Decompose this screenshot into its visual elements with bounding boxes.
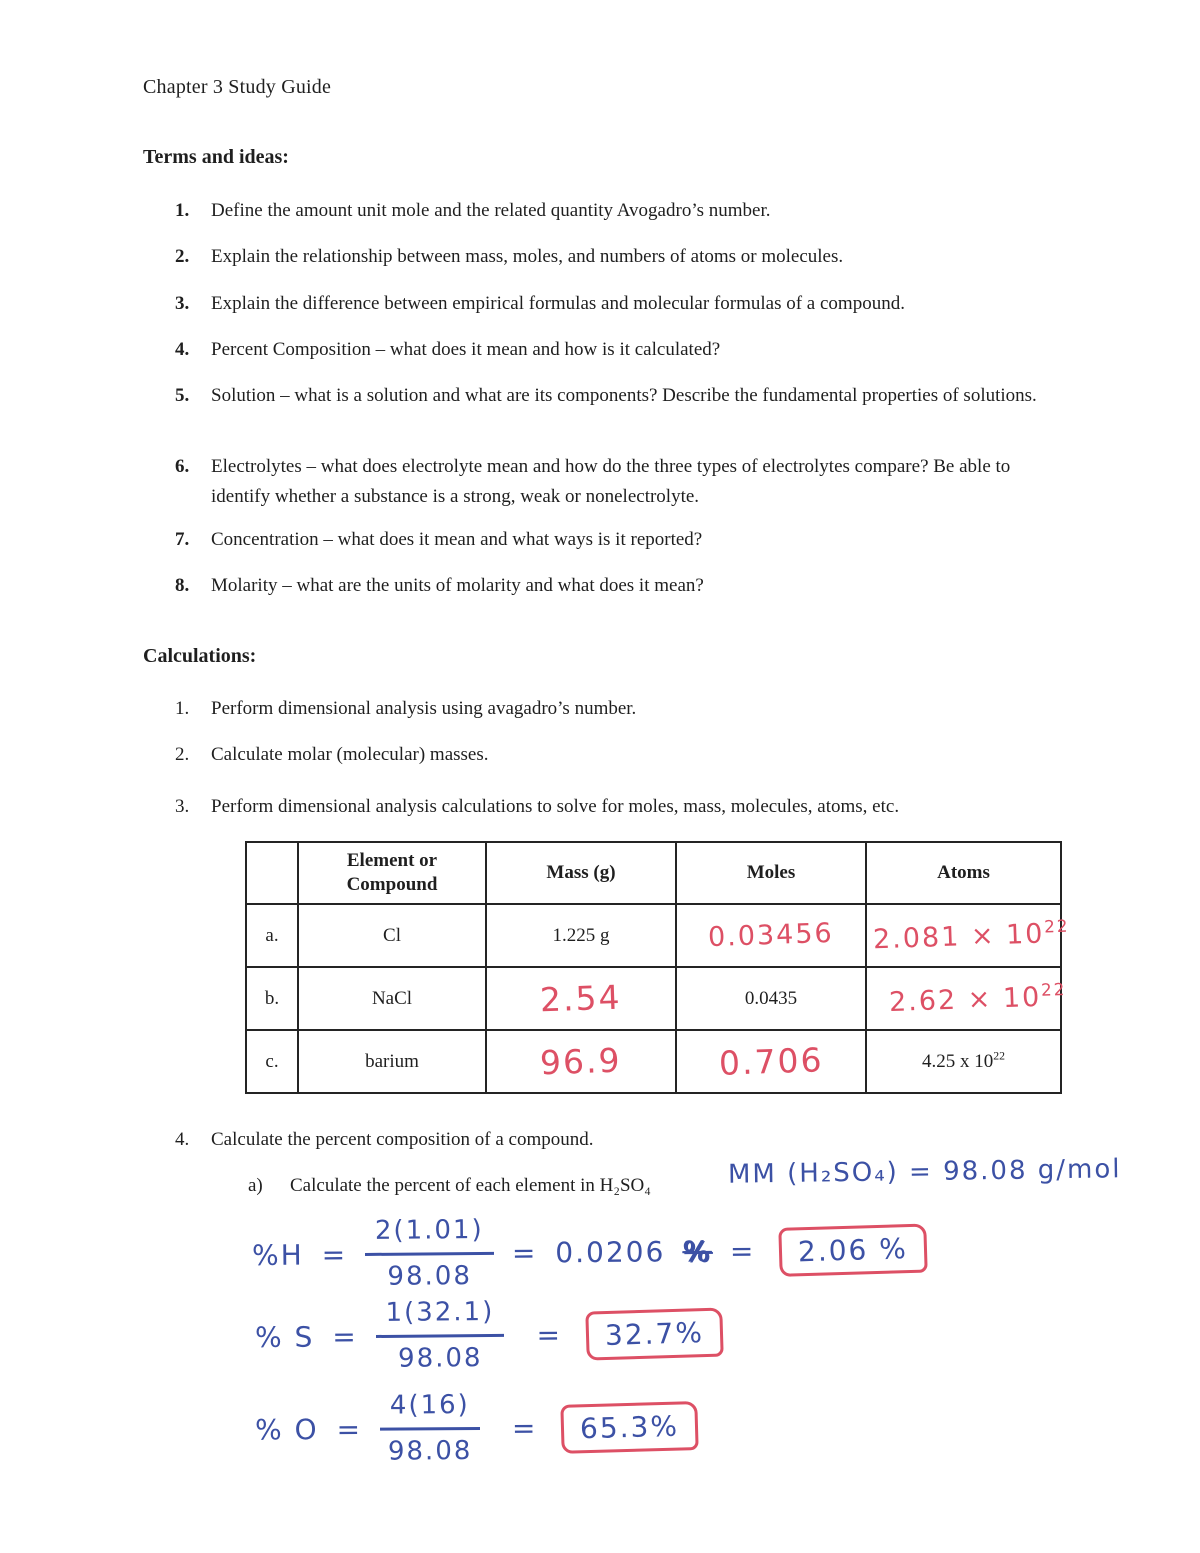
- terms-item-2: [175, 242, 1063, 272]
- lhs: % O: [254, 1412, 319, 1447]
- fraction-numerator: 2(1.01): [365, 1214, 494, 1256]
- item-letter: a): [248, 1175, 263, 1196]
- terms-item-7: [175, 525, 1063, 555]
- atoms-cell: [866, 1030, 1061, 1093]
- header-moles: Moles: [676, 842, 866, 904]
- header-atoms: Atoms: [866, 842, 1061, 904]
- item-number: 6.: [175, 456, 190, 477]
- equals-sign: =: [729, 1234, 756, 1268]
- moles-cell: [676, 1030, 866, 1093]
- item-text: Molarity – what are the units of molarity and what does it mean?: [211, 575, 704, 596]
- calc-item-3: [175, 792, 1063, 822]
- handwritten-mass-value: 2.54: [539, 977, 623, 1020]
- item-text: Perform dimensional analysis calculations to solve for moles, mass, molecules, atoms, etc.: [211, 796, 900, 817]
- handwritten-percent-s-line: [255, 1294, 724, 1376]
- header-element-or-compound: Element or Compound: [298, 842, 486, 904]
- compound-cell: Cl: [298, 904, 486, 967]
- calc-item-1: [175, 694, 1063, 724]
- lhs: % S: [254, 1320, 315, 1354]
- atoms-cell: [866, 904, 1070, 967]
- item-number: 1.: [175, 698, 190, 719]
- calculations-heading: Calculations:: [143, 645, 257, 667]
- lhs: %H: [251, 1237, 304, 1272]
- item-number: 1.: [175, 200, 190, 221]
- handwritten-molar-mass-note: MM (H₂SO₄) = 98.08 g/mol: [727, 1154, 1122, 1190]
- item-number: 2.: [175, 744, 190, 765]
- item-text: Calculate molar (molecular) masses.: [211, 744, 489, 765]
- item-number: 4.: [175, 339, 190, 360]
- item-number: 8.: [175, 575, 190, 596]
- calc-item-2: [175, 740, 1063, 770]
- moles-mass-atoms-table: [245, 841, 1070, 1094]
- terms-item-5: [175, 381, 1063, 411]
- fraction: [375, 1296, 504, 1375]
- table-row: [246, 904, 1061, 967]
- table-row: [246, 967, 1061, 1030]
- item-number: 2.: [175, 246, 190, 267]
- mass-cell: 1.225 g: [486, 904, 676, 967]
- equals-sign: =: [336, 1412, 363, 1446]
- item-number: 3.: [175, 796, 190, 817]
- moles-cell: [676, 904, 866, 967]
- mass-cell: [486, 1030, 676, 1093]
- item-text: Percent Composition – what does it mean and how is it calculated?: [211, 339, 721, 360]
- item-text: Explain the difference between empirical formulas and molecular formulas of a compound.: [211, 293, 905, 314]
- handwritten-atoms-value: $2.62 \times 10^{22}$: [888, 978, 1067, 1019]
- table-row: [246, 1030, 1061, 1093]
- equals-sign: =: [511, 1235, 538, 1270]
- item-number: 3.: [175, 293, 190, 314]
- boxed-answer: 32.7%: [585, 1307, 723, 1360]
- header-blank: [246, 842, 298, 904]
- terms-item-6: [175, 452, 1063, 512]
- item-number: 7.: [175, 529, 190, 550]
- scribbled-percent-sign: %: [683, 1234, 713, 1268]
- item-text: Electrolytes – what does electrolyte mean and how do the three types of electrolytes compare? Be able to identify whether a substance is a strong, weak or nonelectrolyte.: [211, 456, 1011, 507]
- fraction-denominator: 98.08: [387, 1260, 473, 1292]
- mass-cell: [486, 967, 676, 1030]
- typed-atoms-value: 4.25 x $10^{22}$: [921, 1049, 1005, 1073]
- item-text: Concentration – what does it mean and what ways is it reported?: [211, 529, 703, 550]
- fraction-numerator: 4(16): [380, 1389, 480, 1430]
- handwritten-moles-value: 0.706: [718, 1040, 824, 1083]
- row-label: c.: [246, 1030, 298, 1093]
- handwritten-percent-h-line: [252, 1210, 928, 1294]
- moles-cell: 0.0435: [676, 967, 866, 1030]
- item-text: Calculate the percent of each element in H₂SO₄: [290, 1175, 651, 1196]
- handwritten-atoms-value: $2.081 \times 10^{22}$: [872, 915, 1070, 956]
- item-text: Calculate the percent composition of a compound.: [211, 1129, 594, 1150]
- item-text: Explain the relationship between mass, moles, and numbers of atoms or molecules.: [211, 246, 844, 267]
- handwritten-moles-value: 0.03456: [707, 917, 835, 954]
- item-text: Solution – what is a solution and what are its components? Describe the fundamental properties of solutions.: [211, 385, 1037, 406]
- equals-sign: =: [536, 1317, 563, 1352]
- compound-cell: barium: [298, 1030, 486, 1093]
- item-number: 5.: [175, 385, 190, 406]
- fraction-numerator: 1(32.1): [375, 1296, 504, 1338]
- boxed-answer: 2.06 %: [779, 1223, 928, 1276]
- equals-sign: =: [321, 1237, 348, 1271]
- compound-cell: NaCl: [298, 967, 486, 1030]
- row-label: a.: [246, 904, 298, 967]
- fraction: [365, 1214, 494, 1293]
- boxed-answer: 65.3%: [561, 1401, 699, 1454]
- handwritten-mass-value: 96.9: [539, 1040, 623, 1083]
- item-text: Define the amount unit mole and the related quantity Avogadro’s number.: [211, 200, 771, 221]
- atoms-cell: [866, 967, 1067, 1030]
- terms-heading: Terms and ideas:: [143, 146, 289, 168]
- row-label: b.: [246, 967, 298, 1030]
- equals-sign: =: [332, 1319, 358, 1353]
- fraction-denominator: 98.08: [387, 1435, 473, 1467]
- header-mass: Mass (g): [486, 842, 676, 904]
- fraction: [380, 1389, 480, 1468]
- terms-item-1: [175, 196, 1063, 226]
- terms-item-8: [175, 571, 1063, 601]
- fraction-denominator: 98.08: [397, 1342, 483, 1374]
- table-header-row: [246, 842, 1061, 904]
- intermediate-value: 0.0206: [555, 1234, 666, 1269]
- terms-item-4: [175, 335, 1063, 365]
- calc-item-4: [175, 1125, 1063, 1155]
- page-title: Chapter 3 Study Guide: [143, 76, 332, 98]
- terms-item-3: [175, 289, 1063, 319]
- handwritten-percent-o-line: [255, 1387, 699, 1468]
- item-number: 4.: [175, 1129, 190, 1150]
- item-text: Perform dimensional analysis using avagadro’s number.: [211, 698, 637, 719]
- equals-sign: =: [511, 1411, 538, 1445]
